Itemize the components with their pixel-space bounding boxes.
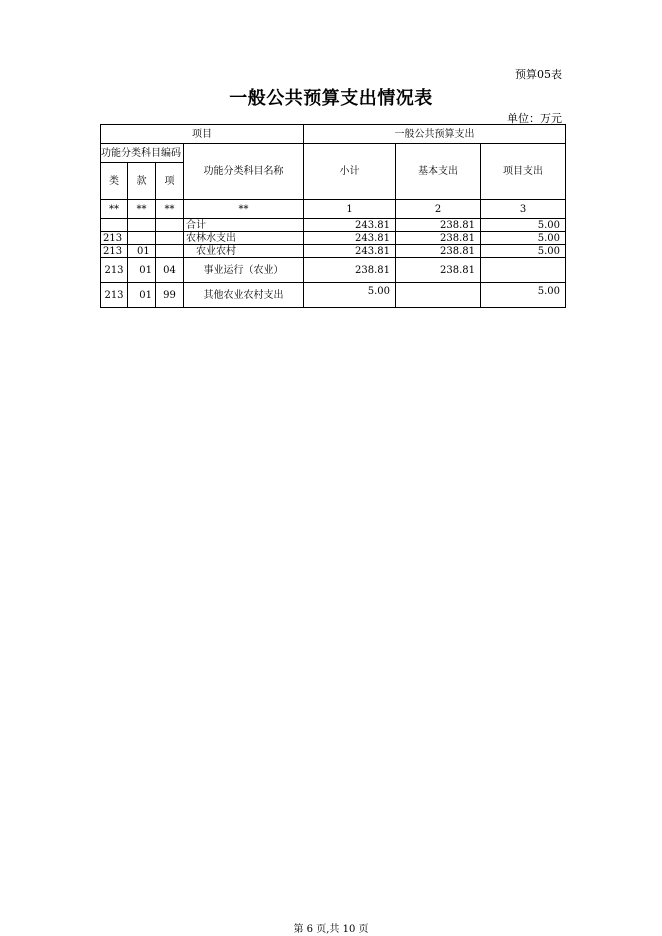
cell-name: 其他农业农村支出: [184, 283, 304, 308]
cell-kuan: 01: [128, 245, 156, 258]
cell-subtotal: 238.81: [304, 258, 396, 283]
cell-xiang: [156, 232, 184, 245]
cell-xiang: 04: [156, 258, 184, 283]
cell-basic: 238.81: [396, 232, 481, 245]
cell-project: 5.00: [481, 245, 566, 258]
cell-project: [481, 258, 566, 283]
cell-name: 合计: [184, 219, 304, 232]
header-lei: 类: [101, 163, 128, 200]
cell-basic: [396, 283, 481, 308]
cell-subtotal: 243.81: [304, 245, 396, 258]
header-xiang: 项: [156, 163, 184, 200]
page-footer: 第 6 页,共 10 页: [293, 924, 369, 935]
cell-name: 农林水支出: [184, 232, 304, 245]
form-number: 预算05表: [515, 68, 562, 81]
cell-kuan: 01: [128, 283, 156, 308]
cell-project: 5.00: [481, 283, 566, 308]
index-cell: **: [128, 200, 156, 219]
cell-xiang: [156, 219, 184, 232]
page-title: 一般公共预算支出情况表: [229, 88, 433, 109]
header-kuan: 款: [128, 163, 156, 200]
cell-kuan: [128, 232, 156, 245]
index-cell: 1: [304, 200, 396, 219]
cell-subtotal: 243.81: [304, 219, 396, 232]
unit-label: 单位：万元: [507, 112, 562, 125]
header-row-1: [101, 125, 566, 144]
cell-kuan: 01: [128, 258, 156, 283]
table-row: [101, 283, 566, 308]
header-subtotal: 小计: [304, 144, 396, 200]
cell-subtotal: 5.00: [304, 283, 396, 308]
cell-project: 5.00: [481, 219, 566, 232]
header-code-group: 功能分类科目编码: [101, 144, 184, 163]
header-project: 项目: [101, 125, 304, 144]
cell-name: 农业农村: [184, 245, 304, 258]
cell-kuan: [128, 219, 156, 232]
cell-name: 事业运行（农业）: [184, 258, 304, 283]
header-basic: 基本支出: [396, 144, 481, 200]
cell-lei: 213: [101, 245, 128, 258]
header-project-expense: 项目支出: [481, 144, 566, 200]
cell-xiang: 99: [156, 283, 184, 308]
index-cell: **: [156, 200, 184, 219]
cell-lei: 213: [101, 258, 128, 283]
cell-basic: 238.81: [396, 245, 481, 258]
table-row: [101, 245, 566, 258]
index-row: [101, 200, 566, 219]
index-cell: **: [184, 200, 304, 219]
cell-project: 5.00: [481, 232, 566, 245]
cell-lei: 213: [101, 283, 128, 308]
expense-table: [100, 124, 566, 308]
cell-basic: 238.81: [396, 219, 481, 232]
cell-subtotal: 243.81: [304, 232, 396, 245]
index-cell: 3: [481, 200, 566, 219]
table-row: [101, 258, 566, 283]
cell-xiang: [156, 245, 184, 258]
header-row-2: [101, 144, 566, 163]
index-cell: 2: [396, 200, 481, 219]
cell-lei: [101, 219, 128, 232]
cell-basic: 238.81: [396, 258, 481, 283]
index-cell: **: [101, 200, 128, 219]
cell-lei: 213: [101, 232, 128, 245]
table-row: [101, 219, 566, 232]
header-gp-expense: 一般公共预算支出: [304, 125, 566, 144]
header-subject-name: 功能分类科目名称: [184, 144, 304, 200]
table-row: [101, 232, 566, 245]
